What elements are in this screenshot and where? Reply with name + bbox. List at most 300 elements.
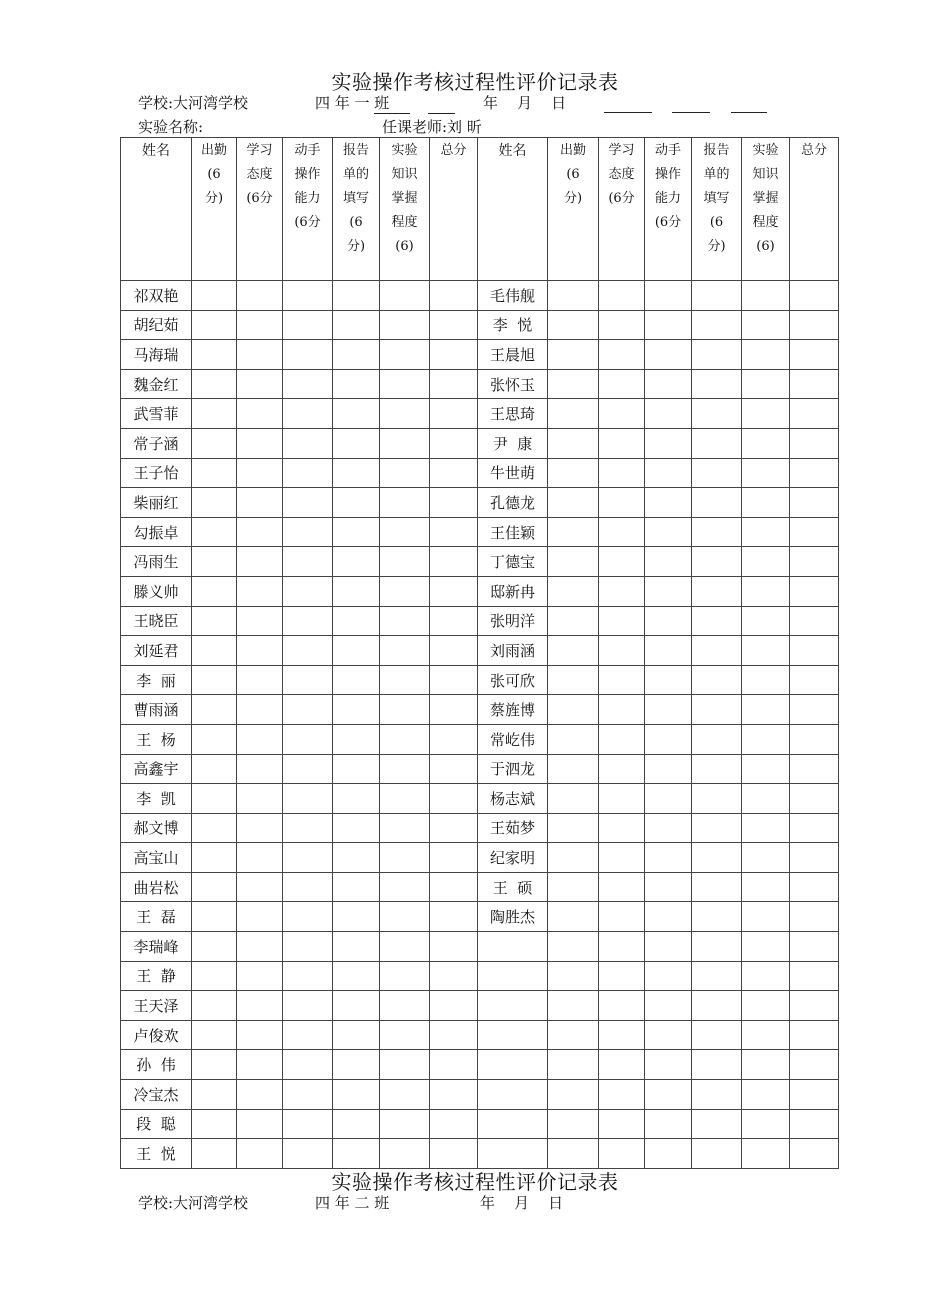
score-cell (283, 991, 333, 1021)
table-row (121, 310, 839, 340)
student-name-left: 胡纪茹 (121, 310, 192, 340)
table-row (121, 1109, 839, 1139)
score-cell (192, 517, 237, 547)
student-name-left: 柴丽红 (121, 488, 192, 518)
student-name-right: 牛世萌 (478, 458, 548, 488)
score-cell (283, 517, 333, 547)
score-cell (790, 576, 839, 606)
score-cell (599, 547, 645, 577)
score-cell (430, 784, 478, 814)
score-cell (380, 281, 430, 311)
score-cell (645, 547, 692, 577)
score-cell (599, 1020, 645, 1050)
score-cell (380, 902, 430, 932)
header-attendance: 出勤(6分) (192, 138, 237, 281)
score-cell (430, 991, 478, 1021)
score-cell (599, 636, 645, 666)
score-cell (548, 961, 599, 991)
score-cell (237, 1050, 283, 1080)
score-cell (790, 932, 839, 962)
student-name-right: 邸新冉 (478, 576, 548, 606)
score-cell (237, 340, 283, 370)
score-cell (430, 576, 478, 606)
table-row (121, 1020, 839, 1050)
score-cell (192, 991, 237, 1021)
table-row (121, 488, 839, 518)
score-cell (237, 784, 283, 814)
score-cell (790, 428, 839, 458)
score-cell (790, 310, 839, 340)
score-cell (192, 310, 237, 340)
score-cell (790, 488, 839, 518)
score-cell (333, 399, 380, 429)
score-cell (790, 724, 839, 754)
student-name-right: 纪家明 (478, 843, 548, 873)
header-report: 报告单的填写(6分) (333, 138, 380, 281)
score-cell (430, 932, 478, 962)
score-cell (237, 1020, 283, 1050)
score-cell (283, 784, 333, 814)
score-cell (283, 488, 333, 518)
score-cell (742, 665, 790, 695)
score-cell (742, 576, 790, 606)
score-cell (645, 517, 692, 547)
student-name-left: 王 杨 (121, 724, 192, 754)
score-cell (548, 902, 599, 932)
student-name-right: 王佳颖 (478, 517, 548, 547)
table-row (121, 1080, 839, 1110)
student-name-right (478, 1080, 548, 1110)
class-underline (374, 113, 410, 114)
score-cell (599, 872, 645, 902)
student-name-right: 张怀玉 (478, 369, 548, 399)
score-cell (283, 636, 333, 666)
score-cell (548, 813, 599, 843)
score-cell (333, 517, 380, 547)
score-cell (333, 547, 380, 577)
score-cell (283, 1109, 333, 1139)
table-row (121, 636, 839, 666)
student-name-left: 李 凯 (121, 784, 192, 814)
score-cell (645, 576, 692, 606)
student-name-left: 郝文博 (121, 813, 192, 843)
score-cell (692, 281, 742, 311)
student-name-left: 曹雨涵 (121, 695, 192, 725)
score-cell (742, 724, 790, 754)
score-cell (333, 843, 380, 873)
page-title: 实验操作考核过程性评价记录表 (331, 70, 619, 94)
score-cell (333, 428, 380, 458)
score-cell (548, 369, 599, 399)
score-cell (430, 872, 478, 902)
score-cell (548, 517, 599, 547)
score-cell (333, 991, 380, 1021)
score-cell (645, 872, 692, 902)
score-cell (645, 310, 692, 340)
score-cell (430, 636, 478, 666)
score-cell (333, 784, 380, 814)
score-cell (645, 1139, 692, 1169)
score-cell (430, 724, 478, 754)
class-label: 四 年 一 班 (315, 94, 390, 112)
score-cell (742, 1020, 790, 1050)
score-cell (790, 458, 839, 488)
score-cell (283, 458, 333, 488)
score-cell (430, 488, 478, 518)
score-cell (599, 340, 645, 370)
student-name-left: 王晓臣 (121, 606, 192, 636)
score-cell (333, 606, 380, 636)
score-cell (548, 1139, 599, 1169)
score-cell (599, 932, 645, 962)
score-cell (790, 961, 839, 991)
student-name-right (478, 1050, 548, 1080)
score-cell (599, 488, 645, 518)
score-cell (192, 636, 237, 666)
student-name-right: 尹 康 (478, 428, 548, 458)
table-row (121, 872, 839, 902)
score-cell (283, 428, 333, 458)
score-cell (380, 458, 430, 488)
score-cell (237, 1139, 283, 1169)
student-name-left: 马海瑞 (121, 340, 192, 370)
score-cell (430, 340, 478, 370)
score-cell (430, 754, 478, 784)
score-cell (283, 1080, 333, 1110)
table-row (121, 428, 839, 458)
score-cell (192, 695, 237, 725)
table-row (121, 695, 839, 725)
score-cell (283, 1020, 333, 1050)
score-cell (548, 458, 599, 488)
header-attitude: 学习态度(6分 (599, 138, 645, 281)
table-row (121, 902, 839, 932)
score-cell (692, 458, 742, 488)
student-name-right: 张明洋 (478, 606, 548, 636)
score-cell (645, 754, 692, 784)
score-cell (283, 902, 333, 932)
score-cell (380, 754, 430, 784)
student-name-left: 冯雨生 (121, 547, 192, 577)
score-cell (380, 695, 430, 725)
score-cell (237, 961, 283, 991)
student-name-left: 高宝山 (121, 843, 192, 873)
score-cell (645, 932, 692, 962)
table-row (121, 576, 839, 606)
score-cell (237, 547, 283, 577)
score-cell (430, 902, 478, 932)
student-name-right (478, 991, 548, 1021)
score-cell (192, 724, 237, 754)
score-cell (692, 310, 742, 340)
score-cell (742, 872, 790, 902)
header-total: 总分 (430, 138, 478, 281)
score-cell (430, 1080, 478, 1110)
header-hands-on: 动手操作能力(6分 (645, 138, 692, 281)
table-row (121, 991, 839, 1021)
score-cell (430, 961, 478, 991)
score-cell (380, 1020, 430, 1050)
score-cell (790, 281, 839, 311)
score-cell (599, 1080, 645, 1110)
score-cell (692, 399, 742, 429)
score-cell (548, 636, 599, 666)
score-cell (192, 1139, 237, 1169)
score-cell (790, 991, 839, 1021)
score-cell (380, 310, 430, 340)
score-cell (548, 991, 599, 1021)
score-cell (645, 1050, 692, 1080)
table-row (121, 606, 839, 636)
score-cell (380, 399, 430, 429)
score-cell (599, 784, 645, 814)
score-cell (430, 458, 478, 488)
score-cell (237, 813, 283, 843)
score-cell (742, 281, 790, 311)
table-row (121, 399, 839, 429)
header-attitude: 学习态度(6分 (237, 138, 283, 281)
score-cell (380, 872, 430, 902)
student-name-left: 王 磊 (121, 902, 192, 932)
score-cell (645, 369, 692, 399)
score-cell (599, 517, 645, 547)
score-cell (548, 428, 599, 458)
score-cell (599, 961, 645, 991)
student-name-left: 王 悦 (121, 1139, 192, 1169)
score-cell (192, 665, 237, 695)
score-cell (380, 369, 430, 399)
score-cell (548, 932, 599, 962)
score-cell (645, 784, 692, 814)
score-cell (692, 813, 742, 843)
score-cell (283, 695, 333, 725)
score-cell (237, 902, 283, 932)
student-name-left: 卢俊欢 (121, 1020, 192, 1050)
table-row (121, 754, 839, 784)
score-cell (742, 991, 790, 1021)
score-cell (692, 872, 742, 902)
score-cell (237, 665, 283, 695)
score-cell (380, 961, 430, 991)
student-name-left: 李瑞峰 (121, 932, 192, 962)
score-cell (333, 961, 380, 991)
score-cell (237, 636, 283, 666)
score-cell (380, 1080, 430, 1110)
score-cell (548, 754, 599, 784)
score-cell (548, 1050, 599, 1080)
score-cell (692, 902, 742, 932)
student-name-right: 陶胜杰 (478, 902, 548, 932)
score-cell (380, 665, 430, 695)
score-cell (333, 813, 380, 843)
score-cell (692, 576, 742, 606)
score-cell (742, 932, 790, 962)
score-cell (790, 872, 839, 902)
score-cell (790, 784, 839, 814)
score-cell (333, 902, 380, 932)
score-cell (192, 1020, 237, 1050)
score-cell (192, 281, 237, 311)
school-label-2: 学校:大河湾学校 (138, 1194, 249, 1212)
score-cell (380, 428, 430, 458)
score-cell (790, 813, 839, 843)
student-name-left: 常子涵 (121, 428, 192, 458)
score-cell (237, 932, 283, 962)
score-cell (548, 1109, 599, 1139)
score-cell (692, 961, 742, 991)
score-cell (742, 961, 790, 991)
score-cell (599, 458, 645, 488)
score-cell (192, 576, 237, 606)
table-row (121, 1139, 839, 1169)
header-row (121, 138, 839, 281)
header-attendance: 出勤(6分) (548, 138, 599, 281)
score-cell (283, 399, 333, 429)
student-name-left: 冷宝杰 (121, 1080, 192, 1110)
score-cell (237, 724, 283, 754)
score-cell (790, 1080, 839, 1110)
table-row (121, 458, 839, 488)
score-cell (790, 843, 839, 873)
score-cell (380, 576, 430, 606)
score-cell (430, 606, 478, 636)
score-cell (692, 1139, 742, 1169)
score-cell (692, 1080, 742, 1110)
score-cell (192, 961, 237, 991)
score-cell (333, 458, 380, 488)
score-cell (237, 1109, 283, 1139)
student-name-left: 王 静 (121, 961, 192, 991)
page-title-2: 实验操作考核过程性评价记录表 (331, 1170, 619, 1194)
score-cell (692, 784, 742, 814)
table-row (121, 547, 839, 577)
score-cell (333, 488, 380, 518)
score-cell (283, 576, 333, 606)
score-cell (430, 665, 478, 695)
score-cell (742, 754, 790, 784)
student-name-right: 刘雨涵 (478, 636, 548, 666)
score-cell (742, 902, 790, 932)
teacher-label: 任课老师:刘 昕 (382, 118, 482, 136)
score-cell (283, 369, 333, 399)
score-cell (742, 606, 790, 636)
score-cell (380, 1050, 430, 1080)
table-row (121, 281, 839, 311)
header-total: 总分 (790, 138, 839, 281)
score-cell (692, 517, 742, 547)
score-cell (192, 813, 237, 843)
score-cell (333, 724, 380, 754)
student-name-right: 王思琦 (478, 399, 548, 429)
score-cell (692, 695, 742, 725)
student-name-left: 滕义帅 (121, 576, 192, 606)
score-cell (692, 932, 742, 962)
score-cell (430, 310, 478, 340)
score-cell (430, 813, 478, 843)
score-cell (599, 902, 645, 932)
score-cell (692, 843, 742, 873)
score-cell (790, 902, 839, 932)
score-cell (645, 636, 692, 666)
score-cell (645, 399, 692, 429)
date-underline-3 (731, 112, 767, 113)
score-cell (742, 784, 790, 814)
score-cell (790, 1139, 839, 1169)
student-name-right: 王晨旭 (478, 340, 548, 370)
score-cell (790, 606, 839, 636)
score-cell (333, 932, 380, 962)
score-cell (192, 754, 237, 784)
score-cell (430, 428, 478, 458)
table-row (121, 1050, 839, 1080)
score-cell (192, 369, 237, 399)
score-cell (283, 665, 333, 695)
score-cell (548, 784, 599, 814)
score-cell (333, 1080, 380, 1110)
score-cell (692, 547, 742, 577)
score-cell (283, 1050, 333, 1080)
student-name-left: 魏金红 (121, 369, 192, 399)
student-name-right: 王茹梦 (478, 813, 548, 843)
table-row (121, 665, 839, 695)
student-name-right: 王 硕 (478, 872, 548, 902)
score-cell (192, 1080, 237, 1110)
score-cell (237, 488, 283, 518)
score-cell (599, 399, 645, 429)
score-cell (742, 399, 790, 429)
student-name-left: 高鑫宇 (121, 754, 192, 784)
score-cell (380, 784, 430, 814)
score-cell (333, 1139, 380, 1169)
header-knowledge: 实验知识掌握程度(6) (380, 138, 430, 281)
class-label-2: 四 年 二 班 (315, 1194, 390, 1212)
score-cell (599, 369, 645, 399)
score-cell (283, 754, 333, 784)
score-cell (283, 281, 333, 311)
score-cell (333, 576, 380, 606)
score-cell (692, 1050, 742, 1080)
table-row (121, 369, 839, 399)
score-cell (283, 724, 333, 754)
score-cell (333, 340, 380, 370)
student-name-left: 孙 伟 (121, 1050, 192, 1080)
score-cell (692, 754, 742, 784)
experiment-name-label: 实验名称: (138, 118, 204, 136)
score-cell (599, 991, 645, 1021)
score-cell (283, 340, 333, 370)
score-cell (742, 695, 790, 725)
student-name-left: 王天泽 (121, 991, 192, 1021)
score-cell (645, 665, 692, 695)
score-cell (692, 606, 742, 636)
score-cell (237, 428, 283, 458)
score-cell (333, 636, 380, 666)
score-cell (380, 340, 430, 370)
score-cell (790, 695, 839, 725)
score-cell (645, 961, 692, 991)
score-cell (192, 932, 237, 962)
score-cell (283, 547, 333, 577)
score-cell (380, 1109, 430, 1139)
evaluation-table (120, 137, 839, 1169)
score-cell (237, 1080, 283, 1110)
score-cell (237, 458, 283, 488)
header-report: 报告单的填写(6分) (692, 138, 742, 281)
score-cell (790, 754, 839, 784)
header-name: 姓名 (121, 138, 192, 281)
score-cell (380, 843, 430, 873)
score-cell (742, 843, 790, 873)
